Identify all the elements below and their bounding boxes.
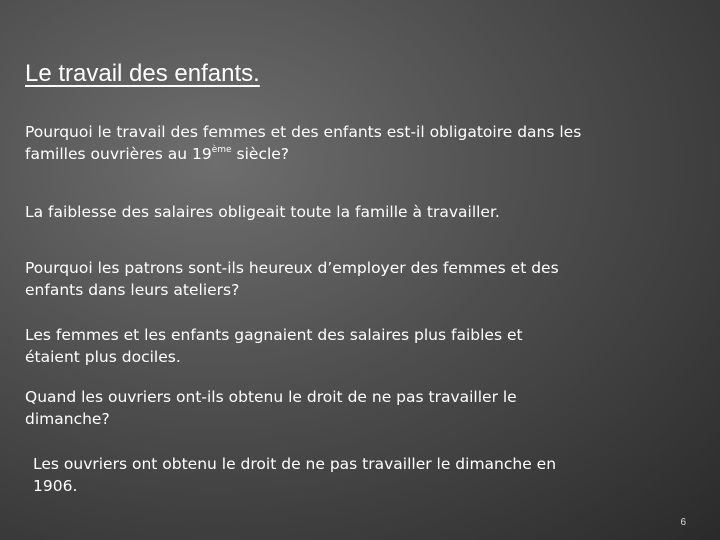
answer-3-line-1: Les ouvriers ont obtenu le droit de ne pas travailler le dimanche en (33, 455, 557, 473)
answer-2-line-2: étaient plus dociles. (25, 348, 181, 366)
question-2 (25, 257, 559, 301)
answer-1-line-1: La faiblesse des salaires obligeait toute la famille à travailler. (25, 203, 500, 221)
question-1-line-2b: siècle? (231, 145, 290, 163)
answer-2 (25, 324, 523, 368)
question-1 (25, 121, 581, 165)
answer-3-line-2: 1906. (33, 477, 78, 495)
question-3-line-1: Quand les ouvriers ont-ils obtenu le droit de ne pas travailler le (25, 388, 517, 406)
answer-2-line-1: Les femmes et les enfants gagnaient des salaires plus faibles et (25, 326, 523, 344)
question-2-line-1: Pourquoi les patrons sont-ils heureux d’employer des femmes et des (25, 259, 559, 277)
question-1-line-1: Pourquoi le travail des femmes et des enfants est-il obligatoire dans les (25, 123, 582, 141)
question-3-line-2: dimanche? (25, 410, 110, 428)
answer-1 (25, 201, 500, 223)
question-2-line-2: enfants dans leurs ateliers? (25, 281, 240, 299)
page-number: 6 (680, 517, 686, 528)
superscript-eme: ème (211, 145, 232, 155)
answer-3 (33, 453, 556, 497)
slide-title: Le travail des enfants. (25, 60, 260, 87)
question-1-line-2a: familles ouvrières au 19 (25, 145, 212, 163)
question-3 (25, 386, 517, 430)
